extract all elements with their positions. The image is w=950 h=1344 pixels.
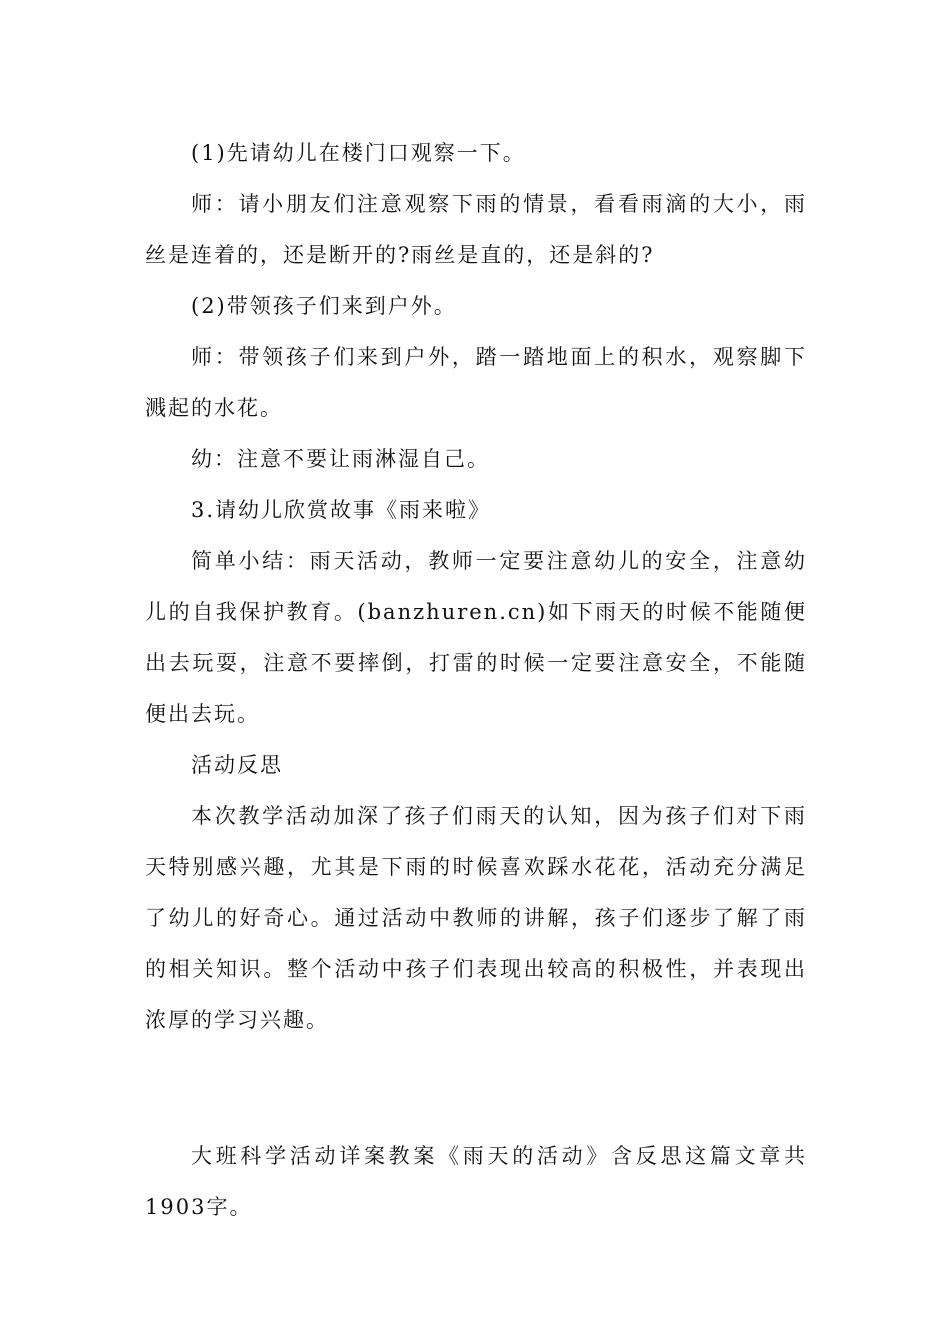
paragraph-teacher-observe-rain: 师：请小朋友们注意观察下雨的情景，看看雨滴的大小，雨丝是连着的，还是断开的?雨丝是直的，还是斜的? (145, 192, 807, 267)
paragraph-child-stay-dry: 幼：注意不要让雨淋湿自己。 (191, 447, 490, 471)
paragraph-observe-doorway: (1)先请幼儿在楼门口观察一下。 (191, 141, 526, 165)
section-heading-reflection: 活动反思 (191, 753, 283, 777)
spacer (145, 1046, 807, 1131)
paragraph-story: 3.请幼儿欣赏故事《雨来啦》 (191, 498, 492, 522)
document-body (145, 128, 807, 1233)
paragraph-lead-outdoors: (2)带领孩子们来到户外。 (191, 294, 457, 318)
paragraph-teacher-puddles: 师：带领孩子们来到户外，踏一踏地面上的积水，观察脚下溅起的水花。 (145, 345, 807, 420)
paragraph-summary: 简单小结：雨天活动，教师一定要注意幼儿的安全，注意幼儿的自我保护教育。(banzhuren.cn)如下雨天的时候不能随便出去玩耍，注意不要摔倒，打雷的时候一定要注意安全，不能随便出去玩。 (145, 549, 807, 726)
paragraph-reflection: 本次教学活动加深了孩子们雨天的认知，因为孩子们对下雨天特别感兴趣，尤其是下雨的时候喜欢踩水花花，活动充分满足了幼儿的好奇心。通过活动中教师的讲解，孩子们逐步了解了雨的相关知识。整个活动中孩子们表现出较高的积极性，并表现出浓厚的学习兴趣。 (145, 804, 807, 1032)
footer-word-count: 大班科学活动详案教案《雨天的活动》含反思这篇文章共1903字。 (145, 1144, 807, 1219)
